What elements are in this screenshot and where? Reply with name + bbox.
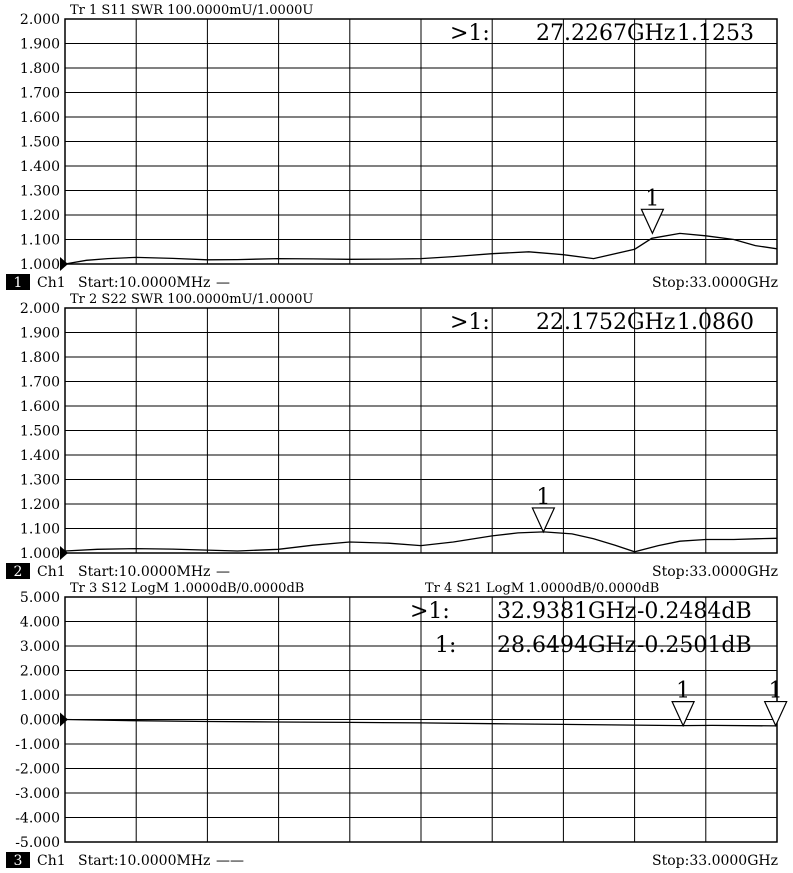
channel-label: Ch1 [37,853,66,869]
marker-readout-value: 1.1253 [677,21,754,46]
trace-panel-1 [6,3,778,291]
trace-panel-2 [6,292,778,580]
scale-indicator: —— [216,853,244,869]
y-tick-label: 1.900 [19,325,60,342]
start-frequency: Start:10.0000MHz [78,275,211,291]
marker-triangle [641,209,663,233]
y-tick-label: 1.300 [19,472,60,489]
marker-readout-id: 1: [435,633,457,658]
y-tick-label: 1.300 [19,183,60,200]
marker-readout-id: >1: [450,21,490,46]
stop-frequency: Stop:33.0000GHz [652,275,778,291]
y-tick-label: 1.600 [19,110,60,126]
marker-label: 1 [768,678,783,704]
y-tick-label: -3.000 [15,786,60,802]
y-tick-label: 3.000 [19,639,60,655]
y-tick-label: 2.000 [19,12,60,28]
y-tick-label: -5.000 [15,835,60,851]
marker-triangle [672,702,694,726]
marker-label: 1 [676,678,691,704]
channel-label: Ch1 [37,275,66,291]
y-tick-label: 1.500 [19,134,60,151]
y-tick-label: 1.200 [19,208,60,224]
channel-badge-number: 1 [13,275,23,291]
y-tick-label: 2.000 [19,301,60,317]
scale-indicator: — [216,564,230,580]
y-tick-label: -2.000 [15,761,60,778]
marker-readout-frequency: 32.9381GHz [497,599,637,624]
y-tick-label: 0.000 [19,712,60,729]
start-frequency: Start:10.0000MHz [78,564,211,580]
marker-triangle [765,702,787,726]
y-tick-label: 1.000 [19,257,60,273]
trace-header: Tr 1 S11 SWR 100.0000mU/1.0000U [70,3,314,18]
channel-badge-number: 3 [13,853,23,869]
y-tick-label: -1.000 [15,737,60,753]
y-tick-label: 1.100 [19,521,60,538]
y-tick-label: 1.000 [19,546,60,562]
y-tick-label: 1.500 [19,423,60,440]
marker-readout-frequency: 22.1752GHz [536,310,676,335]
y-tick-label: 2.000 [19,663,60,680]
y-tick-label: 1.700 [19,85,60,102]
start-frequency: Start:10.0000MHz [78,853,211,869]
stop-frequency: Stop:33.0000GHz [652,853,778,869]
y-tick-label: 1.400 [19,159,60,175]
trace-header: Tr 2 S22 SWR 100.0000mU/1.0000U [70,292,314,307]
y-tick-label: 1.200 [19,497,60,513]
channel-badge-number: 2 [13,564,23,580]
stop-frequency: Stop:33.0000GHz [652,564,778,580]
marker-readout-value: 1.0860 [677,310,754,335]
y-tick-label: 4.000 [19,614,60,631]
marker-readout-id: >1: [410,599,450,624]
y-tick-label: 1.600 [19,399,60,415]
marker-readout-frequency: 28.6494GHz [497,633,637,658]
trace-header-2: Tr 4 S21 LogM 1.0000dB/0.0000dB [425,581,660,596]
y-tick-label: 5.000 [19,590,60,606]
y-tick-label: 1.000 [19,688,60,704]
y-tick-label: 1.100 [19,232,60,249]
marker-label: 1 [536,484,551,510]
reference-level-arrow [60,546,68,560]
marker-label: 1 [645,186,660,212]
marker-readout-value: -0.2484dB [637,599,752,624]
trace-header: Tr 3 S12 LogM 1.0000dB/0.0000dB [70,581,305,596]
y-tick-label: 1.900 [19,36,60,53]
y-tick-label: 1.400 [19,448,60,464]
y-tick-label: -4.000 [15,810,60,827]
marker-readout-frequency: 27.2267GHz [536,21,676,46]
marker-readout-id: >1: [450,310,490,335]
scale-indicator: — [216,275,230,291]
y-tick-label: 1.800 [19,350,60,366]
y-tick-label: 1.700 [19,374,60,391]
y-tick-label: 1.800 [19,61,60,77]
trace-panel-3 [6,581,787,869]
channel-label: Ch1 [37,564,66,580]
marker-readout-value: -0.2501dB [637,633,752,658]
